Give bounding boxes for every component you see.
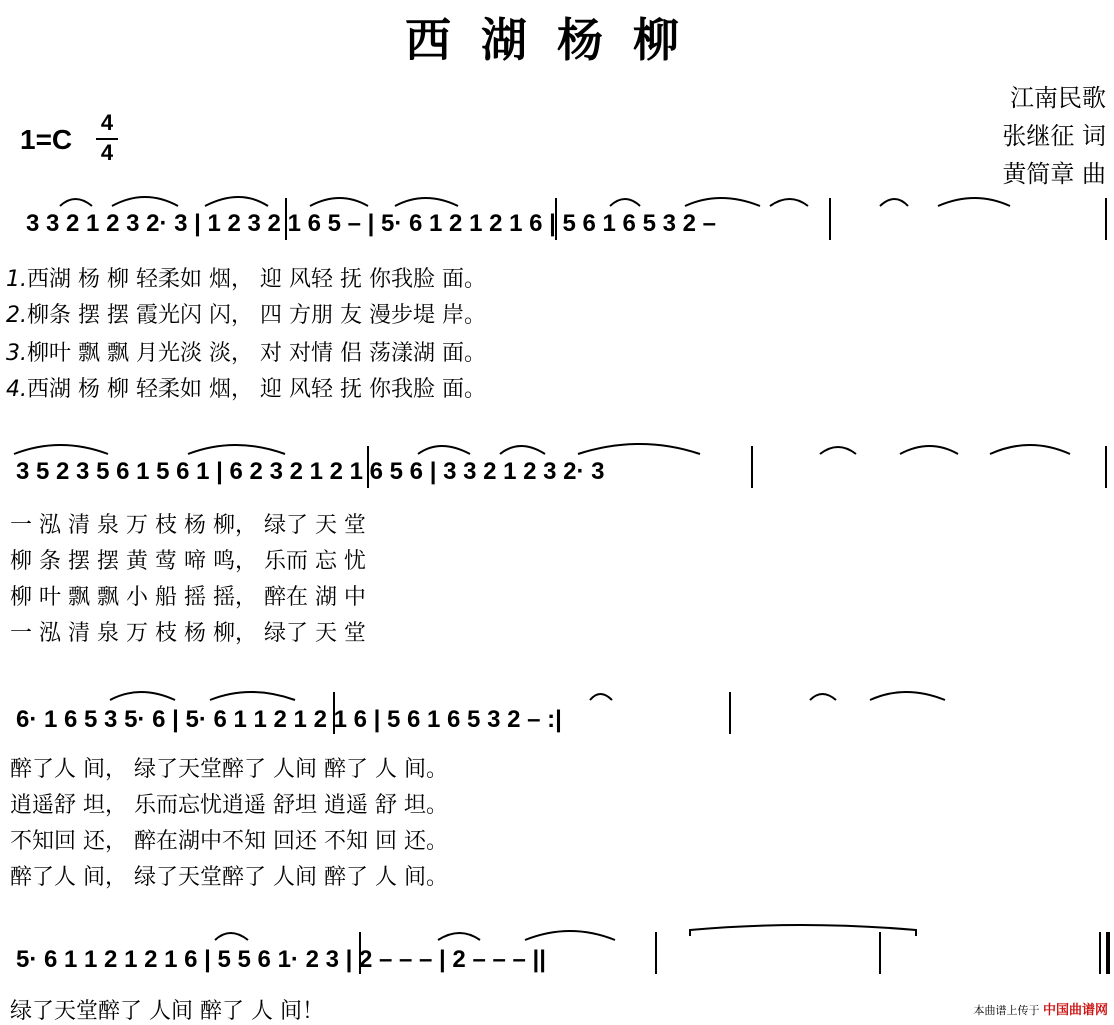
- system-1-lyric-2: 2.柳条 摆 摆 霞光闪 闪， 四 方朋 友 漫步堤 岸。: [6, 303, 486, 328]
- system-4-notes: 5· 6 1 1 2 1 2 1 6 | 5 5 6 1· 2 3 | 2 – – – | 2 – – – ||: [16, 946, 546, 973]
- meter-bottom: 4: [100, 140, 114, 165]
- meter-top: 4: [100, 110, 114, 135]
- footer-brand[interactable]: 中国曲谱网: [1042, 1003, 1108, 1018]
- system-2-lyric-3: 柳 叶 飘 飘 小 船 摇 摇， 醉在 湖 中: [10, 585, 366, 610]
- system-2-lyric-1: 一 泓 清 泉 万 枝 杨 柳， 绿了 天 堂: [10, 513, 366, 538]
- slur: [438, 933, 480, 940]
- footer-text: 本曲谱上传于: [973, 1004, 1040, 1017]
- slur: [610, 199, 640, 206]
- system-4-lyric-1: 绿了天堂醉了 人间 醉了 人 间！: [10, 999, 324, 1024]
- slur: [810, 694, 836, 700]
- slur: [395, 198, 458, 206]
- source-footer: [973, 999, 1108, 1018]
- slur: [215, 933, 248, 940]
- slur: [188, 445, 285, 454]
- system-1-notes: 3 3 2 1 2 3 2· 3 | 1 2 3 2 1 6 5 – | 5· 6 1 2 1 2 1 6 | 5 6 1 6 5 3 2 –: [26, 210, 716, 237]
- credit-composer: 黄简章 曲: [1002, 160, 1106, 188]
- system-2-lyric-2: 柳 条 摆 摆 黄 莺 啼 鸣， 乐而 忘 忧: [10, 549, 366, 574]
- credit-lyricist: 张继征 词: [1002, 122, 1106, 150]
- slur: [590, 694, 612, 700]
- system-3-lyric-2: 逍遥舒 坦， 乐而忘忧逍遥 舒坦 逍遥 舒 坦。: [10, 793, 448, 818]
- slur: [205, 197, 268, 206]
- slur: [578, 444, 700, 454]
- slur: [310, 198, 368, 206]
- slur: [525, 931, 615, 940]
- system-3-lyric-1: 醉了人 间， 绿了天堂醉了 人间 醉了 人 间。: [10, 757, 448, 782]
- tie: [690, 925, 916, 936]
- slur: [60, 199, 92, 206]
- slur: [770, 199, 808, 206]
- slur: [900, 446, 958, 454]
- slur: [500, 446, 545, 454]
- system-1-lyric-3: 3.柳叶 飘 飘 月光淡 淡， 对 对情 侣 荡漾湖 面。: [6, 341, 486, 366]
- slur: [880, 199, 908, 206]
- slur: [112, 197, 178, 206]
- slur: [210, 692, 295, 700]
- slur: [820, 447, 856, 454]
- credit-origin: 江南民歌: [1010, 84, 1106, 112]
- slur: [110, 692, 175, 700]
- system-3-lyric-3: 不知回 还， 醉在湖中不知 回还 不知 回 还。: [10, 829, 448, 854]
- slur: [870, 692, 945, 700]
- system-3-notes: 6· 1 6 5 3 5· 6 | 5· 6 1 1 2 1 2 1 6 | 5 6 1 6 5 3 2 – :|: [16, 706, 562, 733]
- system-2-lyric-4: 一 泓 清 泉 万 枝 杨 柳， 绿了 天 堂: [10, 621, 366, 646]
- slur: [685, 198, 760, 206]
- key-signature: 1=C: [20, 124, 73, 155]
- system-2-notes: 3 5 2 3 5 6 1 5 6 1 | 6 2 3 2 1 2 1 6 5 6 | 3 3 2 1 2 3 2· 3: [16, 458, 605, 485]
- slur: [418, 446, 470, 454]
- system-1-lyric-1: 1.西湖 杨 柳 轻柔如 烟， 迎 风轻 抚 你我脸 面。: [6, 267, 486, 292]
- system-3-lyric-4: 醉了人 间， 绿了天堂醉了 人间 醉了 人 间。: [10, 865, 448, 890]
- slur: [14, 445, 108, 454]
- slur: [938, 198, 1010, 206]
- system-1-lyric-4: 4.西湖 杨 柳 轻柔如 烟， 迎 风轻 抚 你我脸 面。: [6, 377, 486, 402]
- slur: [990, 445, 1070, 454]
- song-title: 西湖杨柳: [405, 13, 709, 67]
